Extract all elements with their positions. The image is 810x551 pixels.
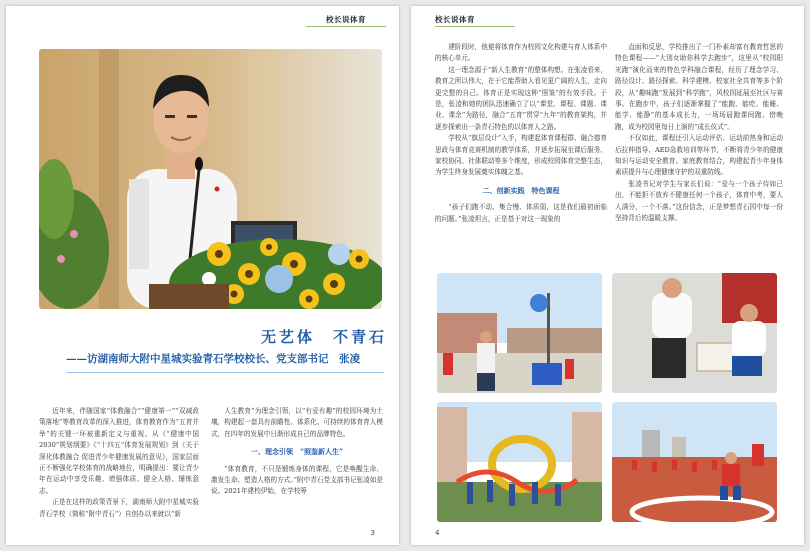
left-column-2 <box>211 406 383 498</box>
article-title: 无艺体 不青石 <box>261 328 388 346</box>
paragraph: 张凌书记对学生与家长们说：“爱与一个孩子待如己出，不能拒不放弃不健康任何一个孩子，体育中考，要人人满分，一个不落。”这份信念，正是梦想青石园中每一份坚持背后的温暖支撑。 <box>615 179 783 223</box>
section-heading: 二、创新实践 特色课程 <box>482 185 560 195</box>
paragraph: 这一理念源于“新人生教育”的整体构想。在张凌看来，教育之所以伟大，在于它能帮助人看见更广阔的人生，走向更完整的自己。体育正是实现这种“照鉴”的有效手段。于是，张凌和她的团队迅速确立了以“课堂、课程、课题、课业、课余”为路径，融合“五育”贯穿“九年”的教育架构，并逐步探索出一条青石特色的以体育人之路。 <box>435 65 607 131</box>
paragraph: “体育教育，不只是锻炼身体的课程，它是唤醒生命、激发生命、塑造人格的方式。”附中青石党支部书记张凌如是说。2021年建校伊始，在学校筹 <box>211 464 383 496</box>
paragraph: “孩子们跑不动、集合慢、体质弱，这是我们最初面临的问题。”张凌坦言，正是基于对这一现象的 <box>435 203 607 223</box>
left-column-1 <box>39 406 199 520</box>
basketball-photo <box>437 273 602 393</box>
page-number: 3 <box>370 529 375 537</box>
dragon-dance-photo <box>437 402 602 522</box>
subtitle-rule <box>66 372 384 373</box>
paragraph: 直面和反思，学校推出了一门朴素却富有教育哲思的特色课程——“大别女助你科学去跑步”，这里从“校园阳光跑”演化而来的特色学科融合课程，经历了理念学习、路径设计、路径探索、科学建模、校家社全共育等多个阶段，从“趣味跑”发展到“科学跑”，风校园延展至社区与赛事。在跑步中，孩子们逐渐掌握了“能跑、能吃、能睡、能学、能静”的基本成长力，一场场晨跑课间跑、傍晚跑，成为校园里每日上演的“成长仪式”。 <box>615 43 783 131</box>
header-rule <box>306 26 386 27</box>
right-column-2 <box>615 42 783 225</box>
page-number: 4 <box>435 529 440 537</box>
running-track-photo <box>612 402 777 522</box>
paragraph: 学校从“旗层设计”入手，构建起体育课程群、融合德育思政与体育竞赛机制的教学体系，并逐步拓展至课后服务、家校协同、社体联动等多个维度，形成校园体育完整生态，为学生终身发展奠实体魄之基。 <box>435 134 607 177</box>
paragraph: 近年来，伴随国家“体教融合”“健康第一”“双减政策落地”等教育改革的深入推进，体育教育作为“五育并举”的关键一环被重新定义与重视。从《“健康中国2030”规划纲要》《“十四五”体育发展规划》到《关于深化体教融合 促进青少年健康发展的意见》，国家层面正不断强化学校体育的战略地位，明确提出：要让青少年在运动中享受乐趣、增强体质、健全人格、锤炼意志。 <box>39 407 199 495</box>
article-subtitle: ——访湖南师大附中星城实验青石学校校长、党支部书记 张凌 <box>66 353 360 365</box>
header-rule <box>435 26 515 27</box>
left-page <box>6 6 399 545</box>
right-page <box>411 6 804 545</box>
paragraph: 建阶段时，他便将体育作为校园文化构建与育人体系中的核心单元。 <box>435 43 607 63</box>
section-heading: 一、理念引领 “照鉴新人生” <box>250 447 344 457</box>
paragraph: 不仅如此，课程还引入运动评估、运动前热身和运动后拉伸指导、AED急救培训等环节，不断将青少年的健康知识与运动安全教育、家庭教育结合，构建起青少年身体素质提升与心理健康守护的双重防线。 <box>615 134 783 177</box>
principal-speaking-photo <box>39 49 382 309</box>
paragraph: 正是在这样的政策背景下，湖南师大附中星城实验青石学校（简称“附中青石”）自创办以来就以“新 <box>39 498 199 518</box>
running-head: 校长说体育 <box>326 15 366 24</box>
right-column-1 <box>435 42 607 225</box>
board-game-photo <box>612 273 777 393</box>
running-head: 校长说体育 <box>435 15 475 24</box>
paragraph: 人生教育”为理念引领，以“有爱有趣”的校园环境为土壤，构建起一套具有前瞻性、体系化、可持续的体育育人模式，在四年的发展中日渐形成自己的品牌特色。 <box>211 407 383 438</box>
